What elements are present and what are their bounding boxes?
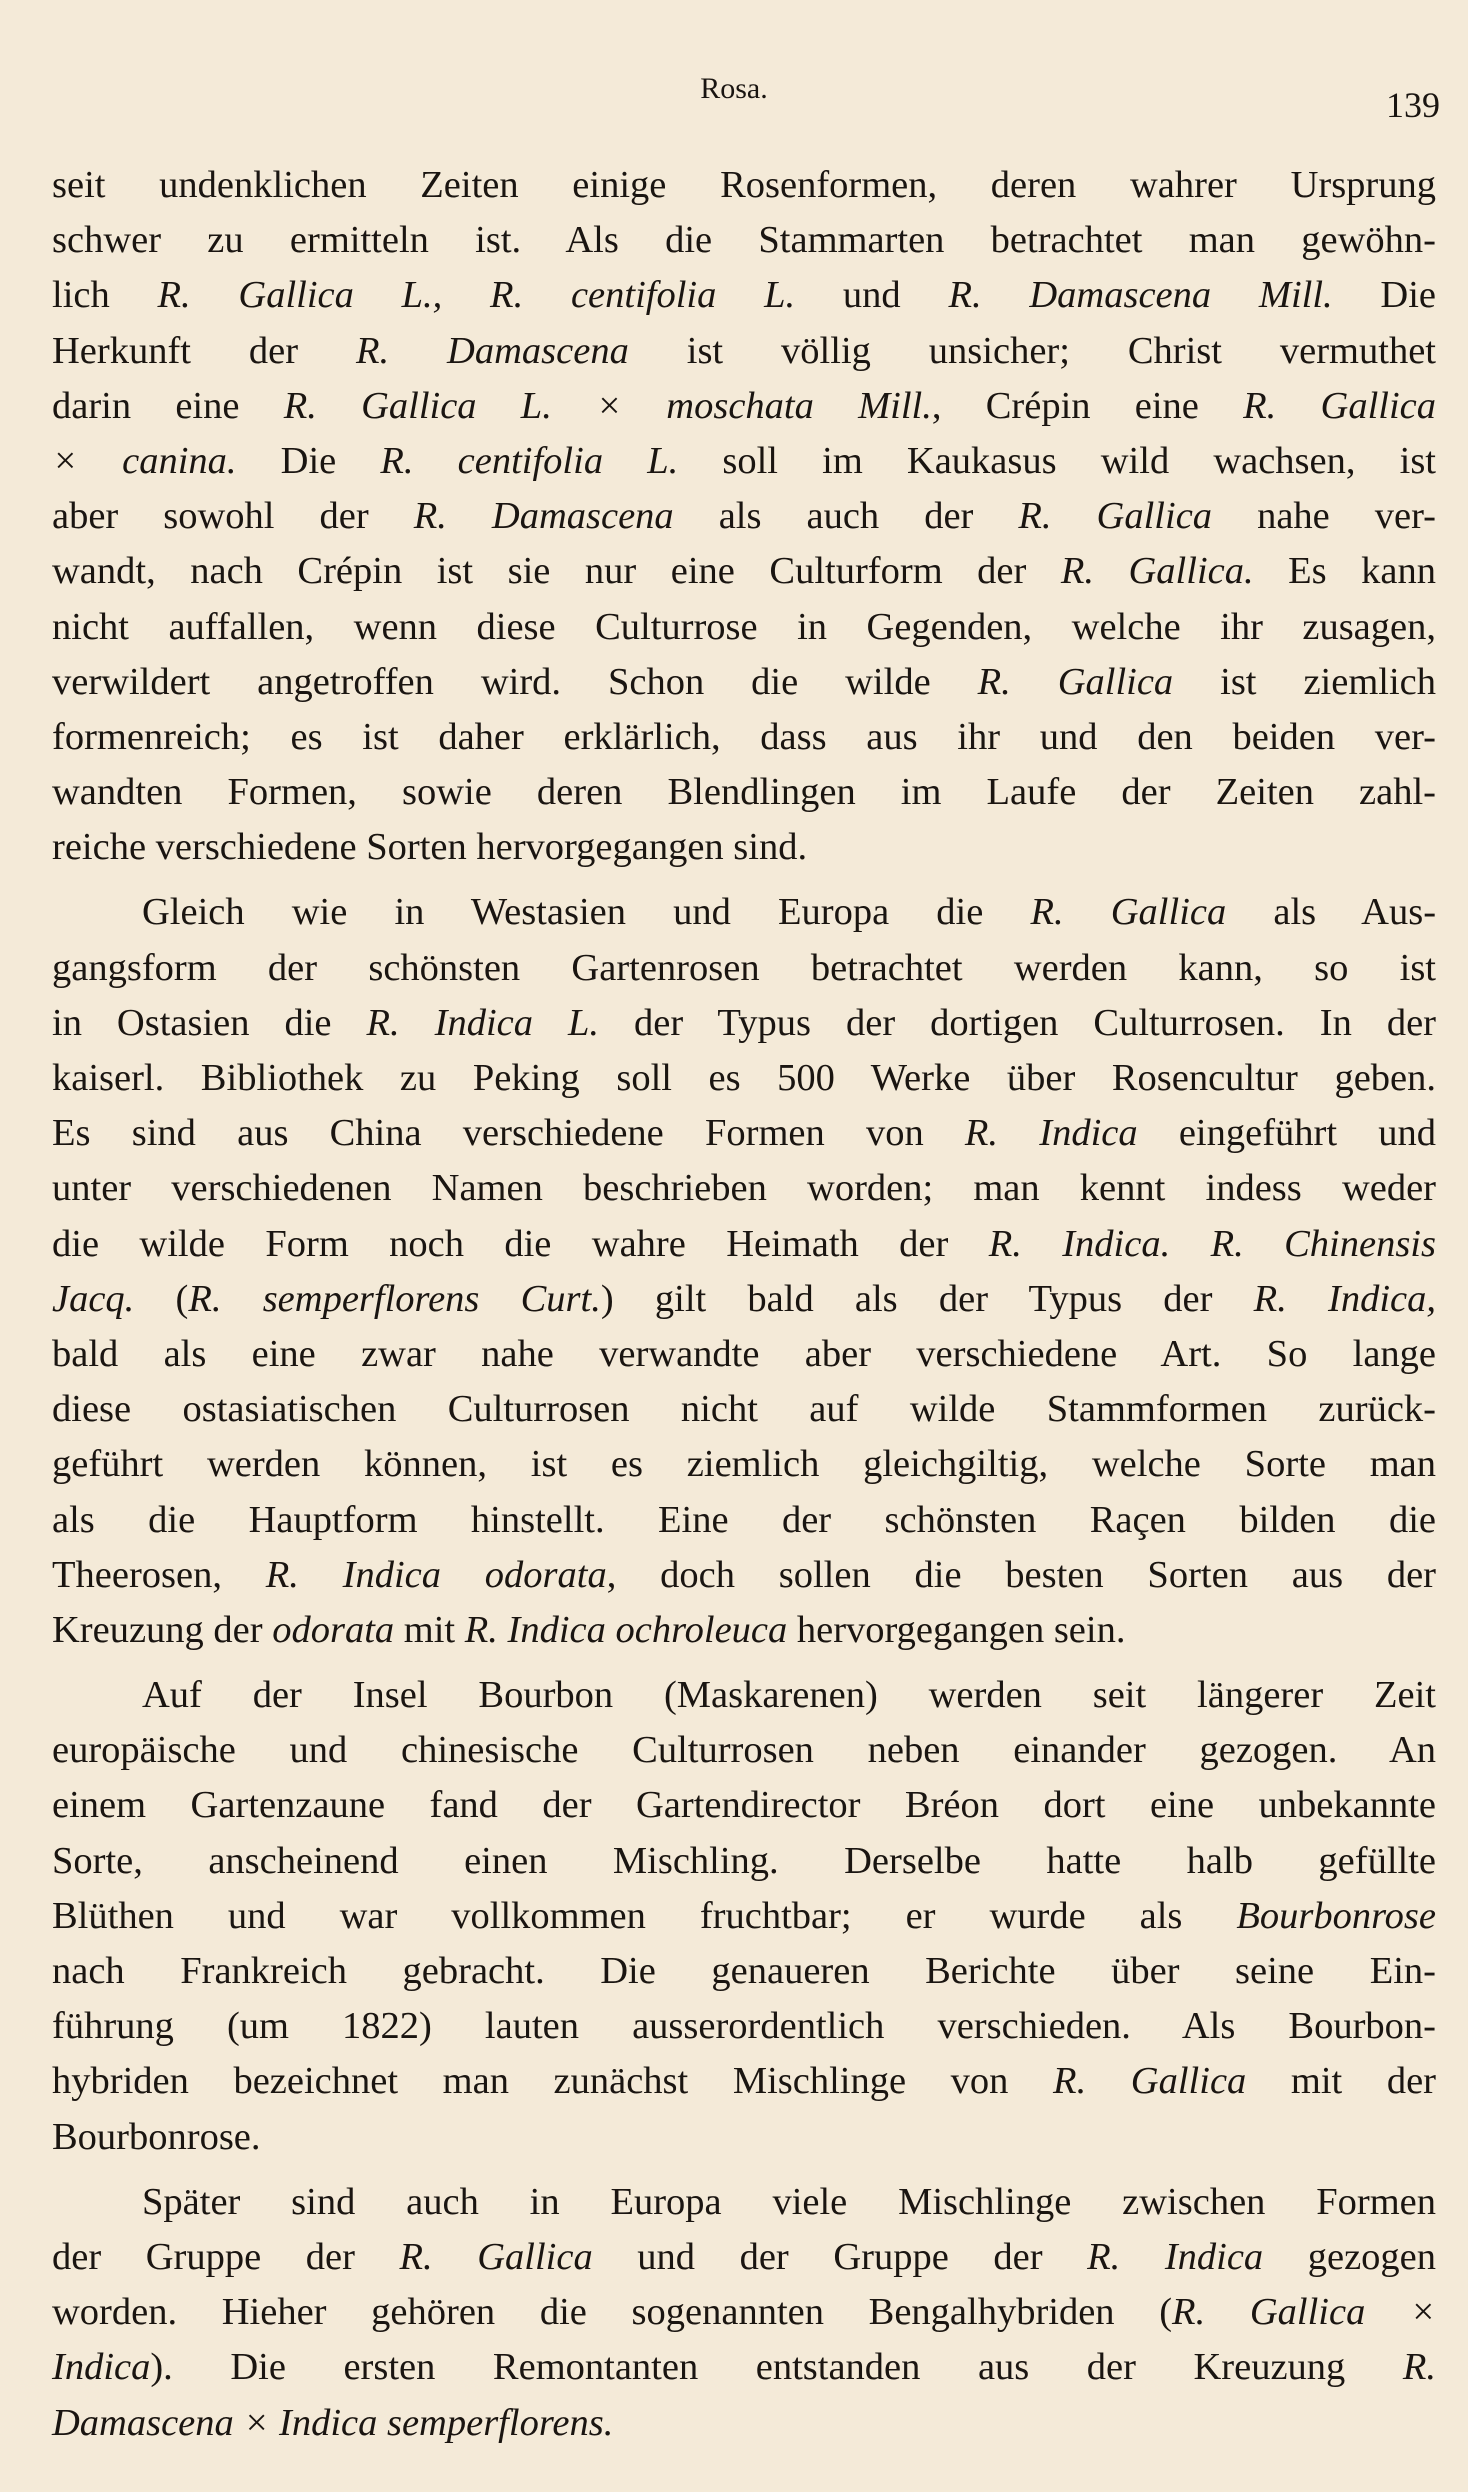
text-run: aber sowohl der	[52, 495, 414, 538]
text-run: hervorgegangen sein.	[787, 1608, 1126, 1651]
text-line	[52, 1834, 1436, 1889]
text-run: hybriden bezeichnet man zunächst Mischlinge von	[52, 2060, 1054, 2103]
italic-text-run: R. Indica,	[1253, 1277, 1436, 1320]
text-run: einem Gartenzaune fand der Gartendirector Bréon dort eine unbekannte	[52, 1784, 1436, 1827]
text-line	[52, 1999, 1436, 2054]
page-number: 139	[1386, 85, 1440, 125]
text-line	[52, 434, 1436, 489]
text-run: Kreuzung der	[52, 1608, 273, 1651]
text-line	[52, 655, 1436, 710]
text-run: Auf der Insel Bourbon (Maskarenen) werden seit längerer Zeit	[142, 1674, 1436, 1717]
text-line	[52, 1327, 1436, 1382]
text-run: formenreich; es ist daher erklärlich, dass aus ihr und den beiden ver-	[52, 715, 1436, 758]
text-run: und	[795, 274, 949, 317]
text-line	[52, 1217, 1436, 1272]
text-run: (	[134, 1277, 189, 1320]
text-run: Es sind aus China verschiedene Formen von	[52, 1112, 965, 1155]
paragraph-gap	[52, 875, 1436, 885]
text-run: , Crépin eine	[931, 384, 1244, 427]
italic-text-run: Bourbonrose	[1236, 1894, 1436, 1937]
text-run: unter verschiedenen Namen beschrieben worden; man kennt indess weder	[52, 1167, 1436, 1210]
italic-text-run: R. Gallica L. × moschata Mill.	[283, 384, 932, 427]
text-run: mit der	[1246, 2060, 1436, 2103]
text-line	[52, 2054, 1436, 2109]
text-run: geführt werden können, ist es ziemlich gleichgiltig, welche Sorte man	[52, 1443, 1436, 1486]
text-run: diese ostasiatischen Culturrosen nicht auf wilde Stammformen zurück-	[52, 1388, 1436, 1431]
text-line	[52, 1603, 1436, 1658]
italic-text-run: R. centifolia L.	[380, 439, 679, 482]
text-line	[52, 1548, 1436, 1603]
paragraph	[52, 1668, 1436, 2165]
text-run: nahe ver-	[1212, 495, 1436, 538]
italic-text-run: R. Gallica	[1018, 495, 1213, 538]
text-line	[52, 489, 1436, 544]
running-title: Rosa.	[700, 72, 768, 105]
text-run: verwildert angetroffen wird. Schon die wilde	[52, 660, 978, 703]
text-run: in Ostasien die	[52, 1001, 367, 1044]
text-line	[52, 885, 1436, 940]
text-line	[52, 379, 1436, 434]
text-line	[52, 158, 1436, 213]
text-run: Blüthen und war vollkommen fruchtbar; er wurde als	[52, 1894, 1237, 1937]
italic-text-run: Indica	[52, 2346, 151, 2389]
text-line	[52, 1944, 1436, 1999]
text-run: nach Frankreich gebracht. Die genaueren Berichte über seine Ein-	[52, 1950, 1436, 1992]
italic-text-run: R. Gallica ×	[1172, 2291, 1436, 2334]
text-run: Gleich wie in Westasien und Europa die	[142, 891, 1031, 934]
text-line	[52, 2110, 1436, 2165]
text-run: ). Die ersten Remontanten entstanden aus der Kreuzung	[150, 2346, 1403, 2389]
paragraph-gap	[52, 2165, 1436, 2175]
text-run: bald als eine zwar nahe verwandte aber verschiedene Art. So lange	[52, 1332, 1436, 1375]
text-run: gangsform der schönsten Gartenrosen betrachtet werden kann, so ist	[52, 946, 1436, 989]
text-line	[52, 324, 1436, 379]
text-run: Die	[236, 439, 381, 482]
text-line	[52, 2396, 1436, 2451]
italic-text-run: R. Gallica	[1053, 2060, 1247, 2103]
text-line	[52, 1382, 1436, 1437]
text-run: kaiserl. Bibliothek zu Peking soll es 500 Werke über Rosencultur geben.	[52, 1057, 1436, 1099]
text-run: mit	[394, 1608, 465, 1651]
italic-text-run: Jacq.	[52, 1277, 135, 1320]
text-run: Herkunft der	[52, 329, 356, 372]
text-line	[52, 1889, 1436, 1944]
text-run: die wilde Form noch die wahre Heimath der	[52, 1222, 989, 1265]
text-run: lich	[52, 274, 158, 317]
text-line	[52, 2230, 1436, 2285]
body-text	[52, 158, 1436, 2451]
text-run: der Typus der dortigen Culturrosen. In der	[599, 1001, 1436, 1044]
text-line	[52, 1668, 1436, 1723]
text-run: darin eine	[52, 384, 284, 427]
italic-text-run: R.	[1402, 2346, 1436, 2389]
text-line	[52, 1778, 1436, 1833]
text-line	[52, 941, 1436, 996]
italic-text-run: R. Gallica.	[1060, 550, 1254, 593]
paragraph-gap	[52, 1658, 1436, 1668]
italic-text-run: R. Indica	[1087, 2235, 1264, 2278]
text-run: Sorte, anscheinend einen Mischling. Derselbe hatte halb gefüllte	[52, 1839, 1436, 1882]
italic-text-run: R. Damascena	[355, 329, 629, 372]
text-run: ist völlig unsicher; Christ vermuthet	[628, 329, 1436, 372]
text-line	[52, 268, 1436, 323]
text-line	[52, 600, 1436, 655]
text-line	[52, 2175, 1436, 2230]
italic-text-run: R. Indica L.	[366, 1001, 600, 1044]
text-run: Es kann	[1253, 550, 1437, 593]
italic-text-run: × canina.	[52, 439, 237, 482]
text-line	[52, 765, 1436, 820]
text-run: europäische und chinesische Culturrosen neben einander gezogen. An	[52, 1729, 1436, 1772]
text-run: Später sind auch in Europa viele Mischlinge zwischen Formen	[142, 2180, 1436, 2223]
text-run: wandten Formen, sowie deren Blendlingen im Laufe der Zeiten zahl-	[52, 771, 1436, 814]
text-run: als Aus-	[1226, 891, 1437, 934]
text-run: , doch sollen die besten Sorten aus der	[606, 1553, 1436, 1596]
italic-text-run: R. Indica. R. Chinensis	[988, 1222, 1436, 1265]
text-run: der Gruppe der	[52, 2235, 400, 2278]
text-line	[52, 996, 1436, 1051]
text-run: soll im Kaukasus wild wachsen, ist	[678, 439, 1437, 482]
text-line	[52, 544, 1436, 599]
text-line	[52, 1106, 1436, 1161]
text-run: schwer zu ermitteln ist. Als die Stammarten betrachtet man gewöhn-	[52, 219, 1436, 262]
italic-text-run: R. semperflorens Curt.	[188, 1277, 601, 1320]
text-line	[52, 213, 1436, 268]
text-run: Bourbonrose.	[52, 2115, 261, 2158]
italic-text-run: Damascena × Indica semperflorens.	[52, 2401, 614, 2444]
text-line	[52, 2340, 1436, 2395]
text-run: führung (um 1822) lauten ausserordentlich verschieden. Als Bourbon-	[52, 2005, 1436, 2048]
italic-text-run: R. Gallica	[1243, 384, 1436, 427]
text-run: wandt, nach Crépin ist sie nur eine Culturform der	[52, 550, 1061, 593]
text-line	[52, 1437, 1436, 1492]
text-line	[52, 1161, 1436, 1216]
paragraph	[52, 2175, 1436, 2451]
text-run: nicht auffallen, wenn diese Culturrose in Gegenden, welche ihr zusagen,	[52, 605, 1436, 648]
text-run: seit undenklichen Zeiten einige Rosenformen, deren wahrer Ursprung	[52, 164, 1436, 206]
text-run: und der Gruppe der	[592, 2235, 1088, 2278]
text-run: ist ziemlich	[1173, 660, 1436, 703]
text-line	[52, 710, 1436, 765]
text-run: als auch der	[673, 495, 1019, 538]
italic-text-run: R. Gallica	[977, 660, 1174, 703]
text-line	[52, 2285, 1436, 2340]
text-run: worden. Hieher gehören die sogenannten Bengalhybriden (	[52, 2291, 1173, 2334]
italic-text-run: R. Indica odorata	[265, 1553, 607, 1596]
text-run: gezogen	[1263, 2235, 1437, 2278]
italic-text-run: R. Gallica	[1030, 891, 1227, 934]
text-line	[52, 1051, 1436, 1106]
text-line	[52, 820, 1436, 875]
italic-text-run: R. Damascena Mill.	[948, 274, 1333, 317]
text-run: ) gilt bald als der Typus der	[600, 1277, 1254, 1320]
italic-text-run: odorata	[272, 1608, 395, 1651]
text-run: Die	[1332, 274, 1437, 317]
text-run: eingeführt und	[1137, 1112, 1437, 1155]
italic-text-run: R. Indica ochroleuca	[464, 1608, 788, 1651]
text-line	[52, 1272, 1436, 1327]
italic-text-run: R. Indica	[964, 1112, 1138, 1155]
italic-text-run: R. Gallica	[399, 2235, 593, 2278]
text-line	[52, 1493, 1436, 1548]
paragraph	[52, 158, 1436, 875]
text-run: Theerosen,	[52, 1553, 266, 1596]
italic-text-run: R. Gallica L., R. centifolia L.	[157, 274, 796, 317]
text-run: als die Hauptform hinstellt. Eine der schönsten Raçen bilden die	[52, 1498, 1436, 1541]
italic-text-run: R. Damascena	[413, 495, 674, 538]
text-run: reiche verschiedene Sorten hervorgegangen sind.	[52, 826, 808, 869]
paragraph	[52, 885, 1436, 1658]
text-line	[52, 1723, 1436, 1778]
